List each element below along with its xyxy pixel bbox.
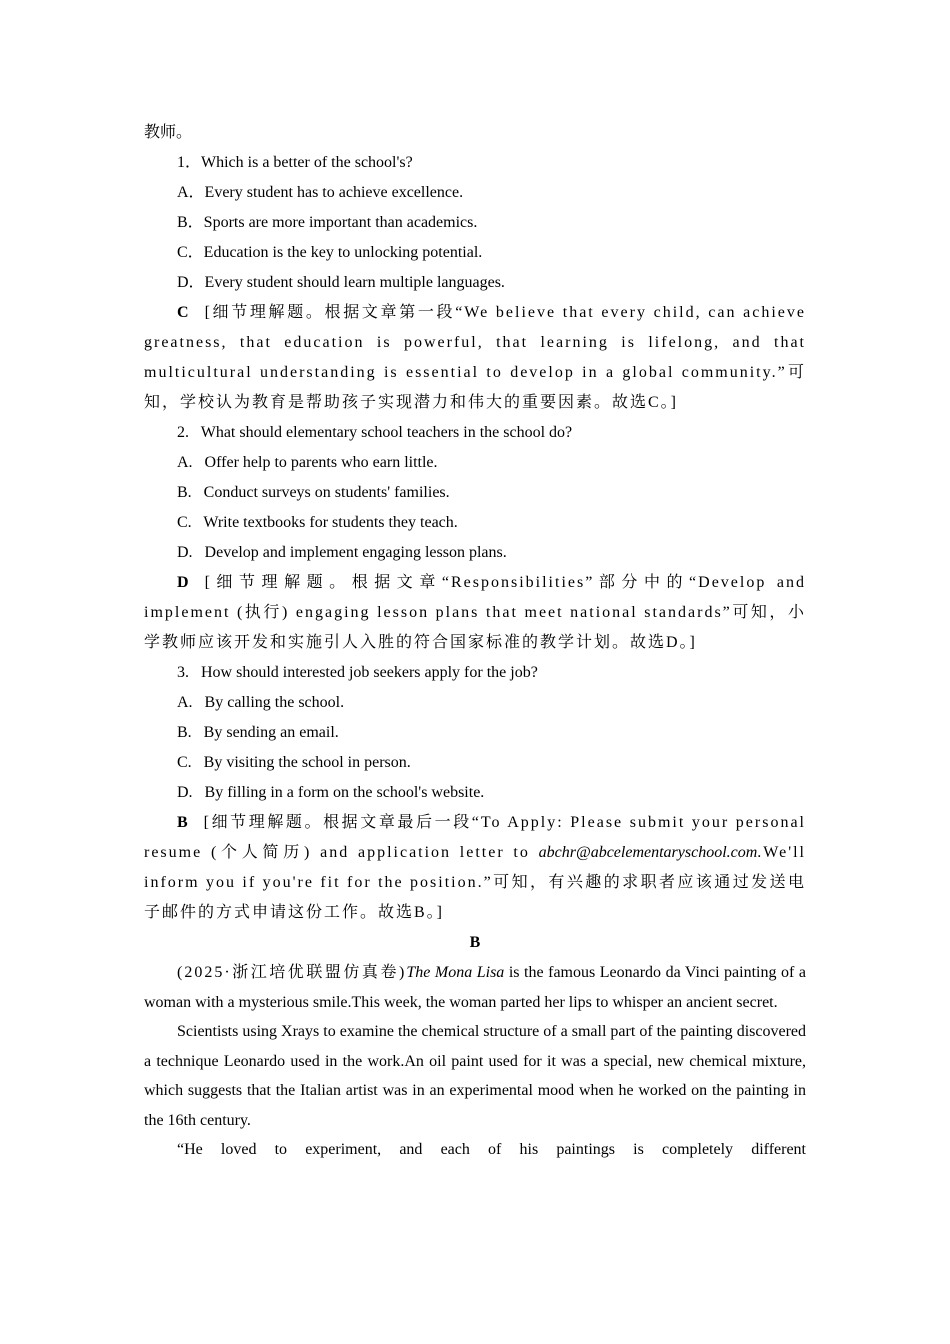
- question-3-option-c: C. By visiting the school in person.: [177, 754, 411, 771]
- question-3-explanation-pre: [细节理解题。根据文章最后一段“To Apply: Please submit your personal resume (个人简历) and application letter to: [144, 814, 806, 861]
- section-b-paragraph-1-text: is the famous Leonardo da Vinci painting of a woman with a mysterious smile.This week, the woman parted her lips to whisper an ancient secret.: [144, 964, 806, 1011]
- question-1-answer: C: [177, 304, 189, 321]
- question-3-explanation-email: abchr@abcelementaryschool.com: [538, 844, 758, 861]
- section-b-paragraph-3: “He loved to experiment, and each of his paintings is completely different: [177, 1141, 806, 1158]
- document-page: [144, 118, 806, 1165]
- section-b-source: (2025·浙江培优联盟仿真卷): [177, 964, 407, 981]
- question-1-option-c: C．Education is the key to unlocking potential.: [177, 244, 483, 261]
- question-2-option-c: C. Write textbooks for students they teach.: [177, 514, 458, 531]
- question-1-option-a: A．Every student has to achieve excellence.: [177, 184, 464, 201]
- question-2-explanation: [细节理解题。根据文章“Responsibilities”部分中的“Develop and implement (执行) engaging lesson plans that meet national standards”可知，小学教师应该开发和实施引人入胜的符合国家标准的教学计划。故选D。]: [144, 574, 806, 651]
- question-2-stem: 2. What should elementary school teachers in the school do?: [177, 424, 573, 441]
- section-b-paragraph-1: [144, 958, 806, 1017]
- header-line: 教师。: [144, 124, 193, 141]
- question-1-explanation: [细节理解题。根据文章第一段“We believe that every child, can achieve greatness, that education is powerful, that learning is lifelong, and that multicultural understanding is essential to develop in a global community.”可知，学校认为教育是帮助孩子实现潜力和伟大的重要因素。故选C。]: [144, 304, 806, 411]
- question-1-option-d: D．Every student should learn multiple languages.: [177, 274, 505, 291]
- question-3-option-a: A. By calling the school.: [177, 694, 345, 711]
- question-2-option-d: D. Develop and implement engaging lesson plans.: [177, 544, 507, 561]
- question-2-option-a: A. Offer help to parents who earn little.: [177, 454, 438, 471]
- section-b-paragraph-2: Scientists using Xrays to examine the chemical structure of a small part of the painting discovered a technique Leonardo used in the work.An oil paint used for it was a special, new chemical mixture, which suggests that the Italian artist was in an experimental mood when he worked on the painting in the 16th century.: [144, 1023, 806, 1129]
- question-2-answer-block: [144, 568, 806, 658]
- question-3-explanation-post: .We'll inform you if you're fit for the position.”可知，有兴趣的求职者应该通过发送电子邮件的方式申请这份工作。故选B。]: [144, 844, 806, 921]
- question-2-answer: D: [177, 574, 189, 591]
- question-3-option-b: B. By sending an email.: [177, 724, 339, 741]
- question-3-option-d: D. By filling in a form on the school's website.: [177, 784, 485, 801]
- question-3-answer: B: [177, 814, 188, 831]
- question-3-stem: 3. How should interested job seekers apply for the job?: [177, 664, 538, 681]
- question-3-answer-block: [144, 808, 806, 928]
- question-2-option-b: B. Conduct surveys on students' families.: [177, 484, 450, 501]
- section-b-heading: B: [469, 934, 481, 951]
- question-1-stem: 1．Which is a better of the school's?: [177, 154, 413, 171]
- section-b-title: The Mona Lisa: [406, 964, 505, 981]
- question-1-answer-block: [144, 298, 806, 418]
- question-1-option-b: B．Sports are more important than academics.: [177, 214, 478, 231]
